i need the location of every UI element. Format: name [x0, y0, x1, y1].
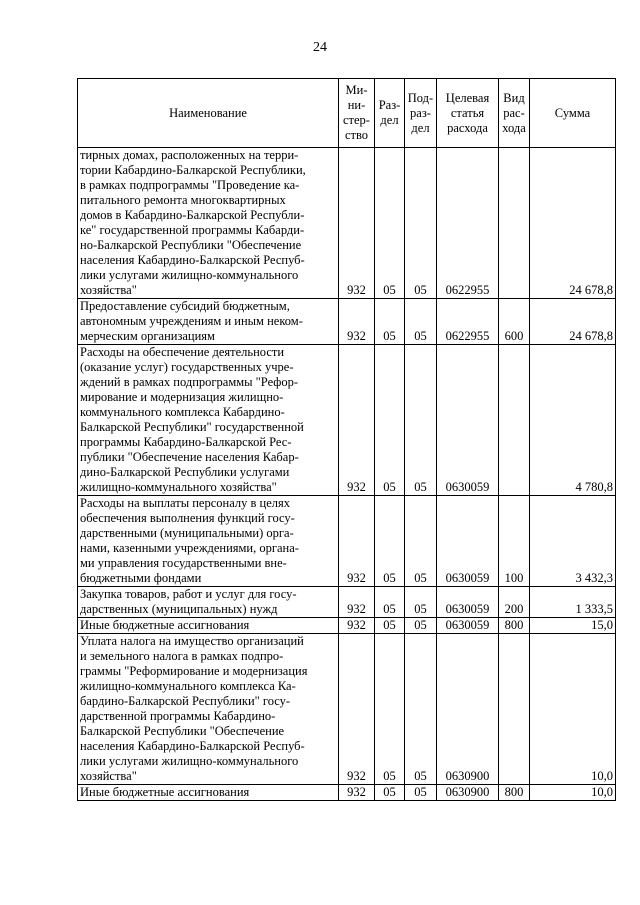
row-target: 0630059 — [437, 345, 499, 496]
row-target: 0630059 — [437, 618, 499, 634]
row-type: 800 — [499, 785, 530, 801]
row-type — [499, 148, 530, 299]
header-sum: Сумма — [530, 79, 616, 148]
row-sum: 10,0 — [530, 634, 616, 785]
row-ministry: 932 — [339, 299, 375, 345]
row-section: 05 — [375, 345, 405, 496]
budget-table — [77, 78, 616, 801]
header-section: Раз- дел — [375, 79, 405, 148]
row-target: 0630059 — [437, 496, 499, 587]
row-name: Расходы на выплаты персоналу в целях обеспечения выполнения функций госу- дарственными (муниципальными) орга- нами, казенными учреждениями, органа- ми управления государственными вне- бюджетными фондами — [78, 496, 339, 587]
row-type: 200 — [499, 587, 530, 618]
row-subsection: 05 — [405, 496, 437, 587]
table-row — [78, 496, 616, 587]
row-section: 05 — [375, 148, 405, 299]
header-type: Вид рас- хода — [499, 79, 530, 148]
row-name: Иные бюджетные ассигнования — [78, 618, 339, 634]
row-name: Расходы на обеспечение деятельности (оказание услуг) государственных учре- ждений в рамках подпрограммы "Рефор- мирование и модернизация жилищно- коммунального комплекса Кабардино- Балкарской Республики" государственной программы Кабардино-Балкарской Рес- публики "Обеспечение населения Кабар- дино-Балкарской Республики услугами жилищно-коммунального хозяйства" — [78, 345, 339, 496]
row-subsection: 05 — [405, 587, 437, 618]
row-section: 05 — [375, 634, 405, 785]
row-type: 100 — [499, 496, 530, 587]
table-row — [78, 345, 616, 496]
row-target: 0630059 — [437, 587, 499, 618]
row-sum: 4 780,8 — [530, 345, 616, 496]
header-target: Целевая статья расхода — [437, 79, 499, 148]
row-subsection: 05 — [405, 785, 437, 801]
row-section: 05 — [375, 618, 405, 634]
row-type: 800 — [499, 618, 530, 634]
row-name: Предоставление субсидий бюджетным, автономным учреждениям и иным неком- мерческим организациям — [78, 299, 339, 345]
row-section: 05 — [375, 785, 405, 801]
header-subsection: Под- раз- дел — [405, 79, 437, 148]
row-target: 0630900 — [437, 785, 499, 801]
row-target: 0622955 — [437, 148, 499, 299]
row-subsection: 05 — [405, 299, 437, 345]
row-subsection: 05 — [405, 148, 437, 299]
row-section: 05 — [375, 496, 405, 587]
page-number: 24 — [313, 40, 327, 55]
header-ministry: Ми- ни- стер- ство — [339, 79, 375, 148]
row-target: 0622955 — [437, 299, 499, 345]
row-target: 0630900 — [437, 634, 499, 785]
row-section: 05 — [375, 299, 405, 345]
row-subsection: 05 — [405, 618, 437, 634]
row-sum: 24 678,8 — [530, 148, 616, 299]
row-name: Уплата налога на имущество организаций и земельного налога в рамках подпро- граммы "Реформирование и модернизация жилищно-коммунального комплекса Ка- бардино-Балкарской Республики" госу- дарственной программы Кабардино- Балкарской Республики "Обеспечение населения Кабардино-Балкарской Респуб- лики услугами жилищно-коммунального хозяйства" — [78, 634, 339, 785]
row-sum: 15,0 — [530, 618, 616, 634]
row-sum: 24 678,8 — [530, 299, 616, 345]
table-row — [78, 785, 616, 801]
row-name: Иные бюджетные ассигнования — [78, 785, 339, 801]
row-section: 05 — [375, 587, 405, 618]
row-type: 600 — [499, 299, 530, 345]
table-row — [78, 587, 616, 618]
row-ministry: 932 — [339, 618, 375, 634]
row-ministry: 932 — [339, 148, 375, 299]
row-ministry: 932 — [339, 496, 375, 587]
row-name: Закупка товаров, работ и услуг для госу- дарственных (муниципальных) нужд — [78, 587, 339, 618]
row-ministry: 932 — [339, 587, 375, 618]
row-sum: 1 333,5 — [530, 587, 616, 618]
table-row — [78, 148, 616, 299]
row-ministry: 932 — [339, 345, 375, 496]
table-header-row — [78, 79, 616, 148]
row-sum: 3 432,3 — [530, 496, 616, 587]
table-row — [78, 299, 616, 345]
row-ministry: 932 — [339, 634, 375, 785]
table-row — [78, 618, 616, 634]
row-sum: 10,0 — [530, 785, 616, 801]
row-type — [499, 634, 530, 785]
header-name: Наименование — [78, 79, 339, 148]
row-subsection: 05 — [405, 634, 437, 785]
row-subsection: 05 — [405, 345, 437, 496]
row-name: тирных домах, расположенных на терри- тории Кабардино-Балкарской Республики, в рамках подпрограммы "Проведение ка- питального ремонта многоквартирных домов в Кабардино-Балкарской Республи- ке" государственной программы Кабарди- но-Балкарской Республики "Обеспечение населения Кабардино-Балкарской Респуб- лики услугами жилищно-коммунального хозяйства" — [78, 148, 339, 299]
table-row — [78, 634, 616, 785]
row-ministry: 932 — [339, 785, 375, 801]
row-type — [499, 345, 530, 496]
